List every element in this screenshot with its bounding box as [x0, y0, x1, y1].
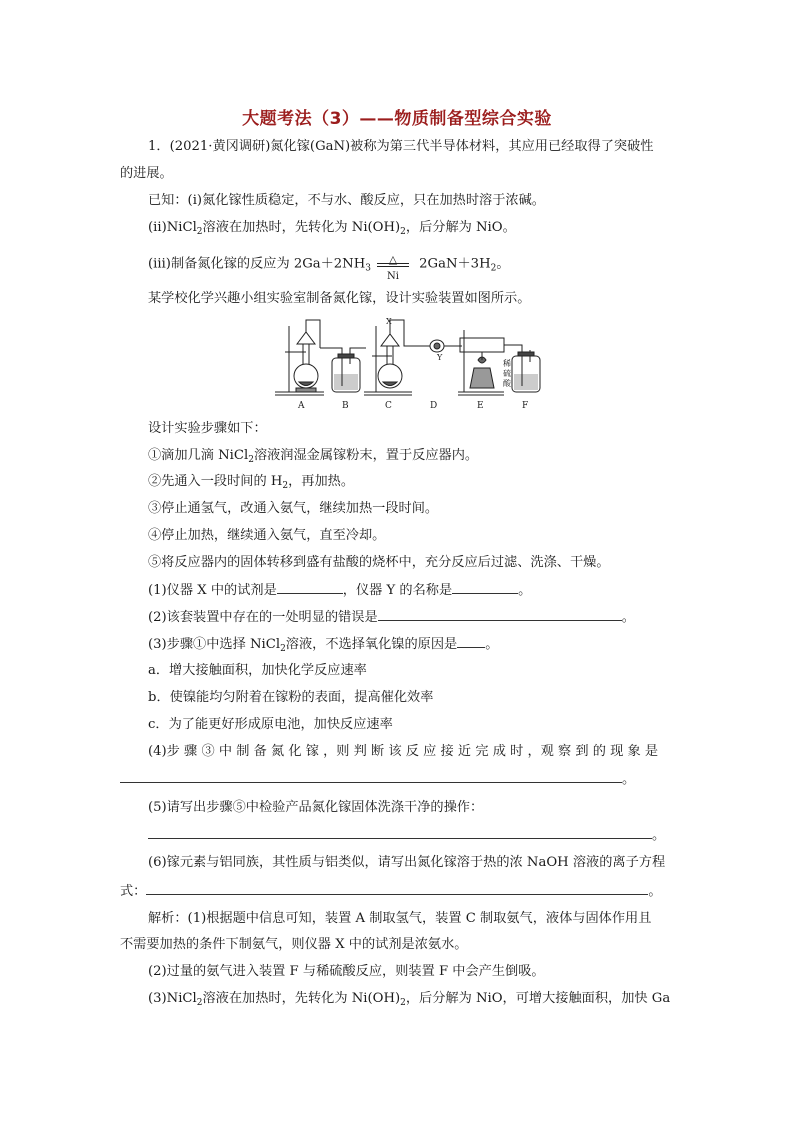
label-a: A	[298, 401, 305, 411]
question-4: (4)步 骤 ③ 中 制 备 氮 化 镓 ，则 判 断 该 反 应 接 近 完 成 时 ，观 察 到 的 现 象 是	[148, 744, 659, 759]
step-1: ①滴加几滴 NiCl$_2$溶液润湿金属镓粉末，置于反应器内。	[148, 448, 479, 465]
question-5-answer-line: 。	[148, 824, 676, 847]
step-3: ③停止通氢气，改通入氨气，继续加热一段时间。	[148, 501, 439, 516]
step-4: ④停止加热，继续通入氨气，直至冷却。	[148, 528, 386, 543]
steps-header: 设计实验步骤如下：	[148, 421, 267, 436]
step-5: ⑤将反应器内的固体转移到盛有盐酸的烧杯中，充分反应后过滤、洗涤、干燥。	[148, 555, 610, 570]
answer-blank[interactable]	[378, 606, 622, 621]
apparatus-a	[275, 320, 324, 395]
answer-blank[interactable]	[457, 633, 485, 648]
option-c: c．为了能更好形成原电池，加快反应速率	[148, 717, 393, 732]
option-b: b．使镍能均匀附着在镓粉的表面，提高催化效率	[148, 690, 434, 705]
acid-label-1: 稀	[503, 359, 511, 368]
answer-blank[interactable]	[146, 880, 648, 895]
answer-blank[interactable]	[148, 824, 652, 839]
label-b: B	[342, 401, 349, 411]
analysis-line: 解析：(1)根据题中信息可知，装置 A 制取氢气，装置 C 制取氨气，液体与固体作用且	[148, 911, 652, 926]
known-condition-2: (ⅱ)NiCl$_2$溶液在加热时，先转化为 $Ni(OH)_2$，后分解为 NiO。	[148, 220, 516, 237]
question-intro-line: 的进展。	[120, 166, 173, 181]
label-d: D	[430, 401, 438, 411]
apparatus-f	[512, 345, 540, 392]
apparatus-diagram	[272, 316, 544, 412]
acid-label-2: 硫	[503, 369, 511, 378]
known-condition-3: (ⅲ)制备氮化镓的反应为 $2Ga+2NH_3$ △ Ni $2GaN+3H_2$。	[148, 253, 510, 282]
answer-blank[interactable]	[120, 768, 622, 783]
apparatus-d	[430, 340, 462, 352]
label-x: X	[386, 317, 392, 326]
question-1: (1)仪器 X 中的试剂是 ，仪器 Y 的名称是 。	[148, 579, 676, 602]
acid-label-3: 酸	[503, 379, 511, 388]
page-title: 大题考法（3）——物质制备型综合实验	[242, 109, 552, 129]
answer-blank[interactable]	[277, 579, 343, 594]
figure-intro: 某学校化学兴趣小组实验室制备氮化镓，设计实验装置如图所示。	[148, 291, 531, 306]
label-c: C	[385, 401, 392, 411]
known-condition-1: 已知：(ⅰ)氮化镓性质稳定，不与水、酸反应，只在加热时溶于浓碱。	[148, 193, 545, 208]
question-6-answer-line: 式： 。	[120, 880, 676, 903]
analysis-line: (2)过量的氨气进入装置 F 与稀硫酸反应，则装置 F 中会产生倒吸。	[148, 964, 545, 979]
question-5: (5)请写出步骤⑤中检验产品氮化镓固体洗涤干净的操作：	[148, 800, 484, 815]
apparatus-b	[320, 348, 366, 392]
step-2: ②先通入一段时间的 $H_2$，再加热。	[148, 474, 355, 491]
option-a: a．增大接触面积，加快化学反应速率	[148, 663, 367, 678]
analysis-line: (3)NiCl$_2$溶液在加热时，先转化为 $Ni(OH)_2$，后分解为 NiO，可增大接触面积，加快 Ga	[148, 991, 671, 1008]
question-2: (2)该套装置中存在的一处明显的错误是 。	[148, 606, 676, 629]
question-3: (3)步骤①中选择 NiCl$_2$溶液，不选择氧化镍的原因是 。	[148, 633, 676, 660]
label-f: F	[522, 401, 529, 411]
label-y: Y	[437, 353, 443, 362]
question-4-answer-line: 。	[120, 768, 676, 791]
label-e: E	[477, 401, 484, 411]
apparatus-c	[364, 320, 430, 395]
analysis-line: 不需要加热的条件下制氨气，则仪器 X 中的试剂是浓氨水。	[120, 937, 468, 952]
answer-blank[interactable]	[452, 579, 518, 594]
reaction-condition-arrow: △ Ni	[375, 253, 411, 275]
question-6: (6)镓元素与铝同族，其性质与铝类似，请写出氮化镓溶于热的浓 NaOH 溶液的离子方程	[148, 855, 666, 870]
question-intro-line: 1．(2021·黄冈调研)氮化镓(GaN)被称为第三代半导体材料，其应用已经取得了突破性	[148, 139, 654, 154]
